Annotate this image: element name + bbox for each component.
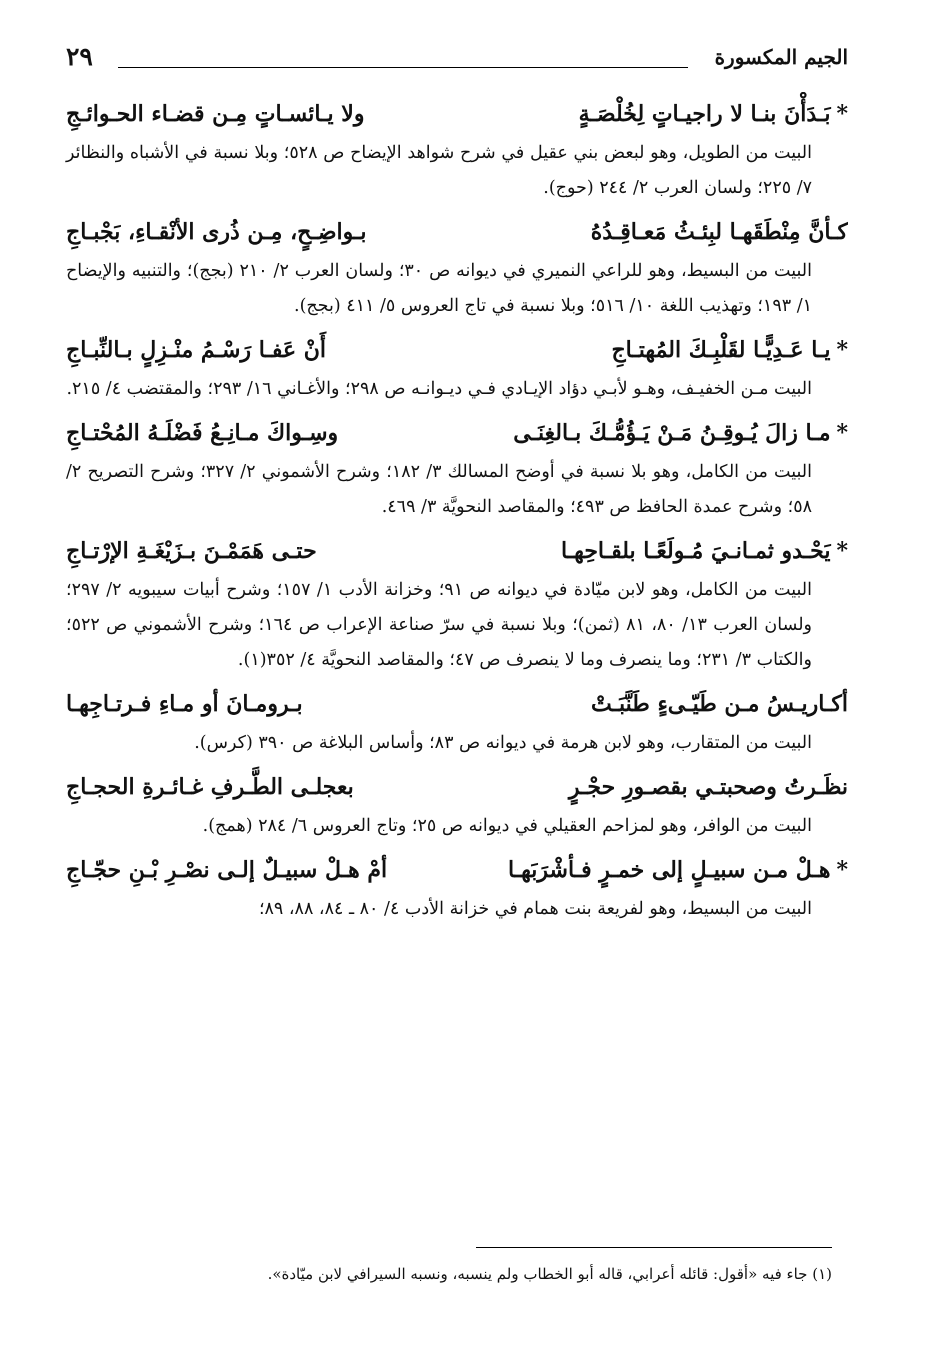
verse-entry	[66, 328, 848, 407]
running-title: الجيم المكسورة	[714, 45, 848, 69]
verse-commentary: البيت من الطويل، وهو لبعض بني عقيل في شرح شواهد الإيضاح ص ٥٢٨؛ وبلا نسبة في الأشباه والنظائر ٧/ ٢٢٥؛ ولسان العرب ٢/ ٢٤٤ (حوج).	[66, 143, 812, 198]
verse-commentary: البيت من الكامل، وهو لابن ميّادة في ديوانه ص ٩١؛ وخزانة الأدب ١/ ١٥٧؛ وشرح أبيات سيبويه ٢/ ٢٩٧؛ ولسان العرب ١٣/ ٨٠، ٨١ (ثمن)؛ وبلا نسبة في سرّ صناعة الإعراب ص ١٦٤؛ وشرح الأشموني ص ٥٢٢؛ والكتاب ٣/ ٢٣١؛ وما ينصرف وما لا ينصرف ص ٤٧؛ والمقاصد النحويَّة ٤/ ٣٥٢(١).	[66, 580, 812, 670]
verse-line	[66, 210, 848, 254]
verse-entry	[66, 92, 848, 206]
first-hemistich: نظَـرتُ وصحبتـي بقصـورِ حجْـرٍ	[568, 774, 848, 800]
second-hemistich: أمْ هـلْ سبيـلٌ إلـى نصْـرِ بْـنِ حجّـاجِ	[66, 857, 388, 883]
star-marker: *	[836, 857, 848, 883]
first-hemistich	[508, 848, 848, 892]
first-hemistich: كـأنَّ مِنْطَقَهـا لبِئـثُ مَعـاقِـدُهُ	[590, 219, 848, 245]
verse-commentary: البيت من الوافر، وهو لمزاحم العقيلي في ديوانه ص ٢٥؛ وتاج العروس ٦/ ٢٨٤ (همج).	[202, 816, 812, 836]
star-marker: *	[836, 420, 848, 446]
verse-entry	[66, 682, 848, 761]
first-hemistich: أكـاريـسُ مـن طَيّـىءٍ طَنَّبَـتْ	[590, 691, 848, 717]
header-rule	[118, 67, 688, 68]
first-hemistich-text: يَحْـدو ثمـانـيَ مُـولَعًـا بلقـاحِهـا	[561, 538, 831, 564]
first-hemistich	[579, 92, 848, 136]
verse-line	[66, 765, 848, 809]
verse-line	[66, 848, 848, 892]
second-hemistich: ولا يـائسـاتٍ مِـن قضـاء الحـوائـجِ	[66, 101, 365, 127]
first-hemistich-text: هـلْ مـن سبيـلٍ إلى خمـرٍ فـأشْرَبَهـا	[507, 857, 831, 883]
verse-line	[66, 92, 848, 136]
second-hemistich: وسِـواكَ مـانِـعُ فَضْلَـهُ المُحْتـاجِ	[66, 420, 339, 446]
verse-entry	[66, 529, 848, 678]
verse-line	[66, 682, 848, 726]
footnote: (١) جاء فيه «أقول: قائله أعرابي، قاله أبو الخطاب ولم ينسبه، ونسبه السيرافي لابن ميّادة».	[267, 1265, 832, 1283]
page-header	[66, 42, 848, 78]
verse-entry	[66, 765, 848, 844]
star-marker: *	[836, 337, 848, 363]
footnote-rule	[476, 1247, 832, 1248]
page-body	[66, 92, 848, 927]
first-hemistich-text: يـا عَـدِيًّـا لقَلْبِـكَ المُهتـاجِ	[611, 337, 831, 363]
verse-line	[66, 529, 848, 573]
second-hemistich: أَنْ عَفـا رَسْـمُ منْـزِلٍ بـالنِّبـاجِ	[66, 337, 327, 363]
verse-commentary: البيت من الكامل، وهو بلا نسبة في أوضح المسالك ٣/ ١٨٢؛ وشرح الأشموني ٢/ ٣٢٧؛ وشرح التصريح ٢/ ٥٨؛ وشرح عمدة الحافظ ص ٤٩٣؛ والمقاصد النحويَّة ٣/ ٤٦٩.	[66, 462, 812, 517]
first-hemistich-text: بَـدَأْنَ بنـا لا راجيـاتٍ لِخُلْصَـةٍ	[578, 101, 831, 127]
first-hemistich	[611, 328, 848, 372]
first-hemistich	[561, 529, 848, 573]
first-hemistich-text: مـا زالَ يُـوقِـنُ مَـنْ يَـؤُمُّـكَ بـالغِنَـى	[513, 420, 831, 446]
verse-commentary: البيت من البسيط، وهو لفريعة بنت همام في خزانة الأدب ٤/ ٨٠ ـ ٨٤، ٨٨، ٨٩؛	[258, 899, 812, 919]
verse-entry	[66, 210, 848, 324]
first-hemistich	[513, 411, 848, 455]
second-hemistich: بـواضِـحٍ، مِـن ذُرى الأنْقـاءِ، بَجْبـاجِ	[66, 219, 367, 245]
verse-commentary: البيت مـن الخفيـف، وهـو لأبـي دؤاد الإيـادي فـي ديـوانـه ص ٢٩٨؛ والأغـاني ١٦/ ٢٩٣؛ والمقتضب ٤/ ٢١٥.	[66, 379, 812, 399]
verse-commentary: البيت من المتقارب، وهو لابن هرمة في ديوانه ص ٨٣؛ وأساس البلاغة ص ٣٩٠ (كرس).	[194, 733, 812, 753]
verse-line	[66, 328, 848, 372]
second-hemistich: بـرومـانَ أو مـاءِ فـرتـاجِهـا	[66, 691, 303, 717]
page-number: ٢٩	[66, 42, 93, 71]
star-marker: *	[836, 538, 848, 564]
second-hemistich: بعجلـى الطَّـرفِ غـائـرةِ الحجـاجِ	[66, 774, 354, 800]
verse-line	[66, 411, 848, 455]
verse-entry	[66, 848, 848, 927]
star-marker: *	[836, 101, 848, 127]
second-hemistich: حتـى هَمَمْـنَ بـزَيْغَـةِ الإرْتـاجِ	[66, 538, 317, 564]
verse-entry	[66, 411, 848, 525]
verse-commentary: البيت من البسيط، وهو للراعي النميري في ديوانه ص ٣٠؛ ولسان العرب ٢/ ٢١٠ (بجج)؛ والتنبيه والإيضاح ١/ ١٩٣؛ وتهذيب اللغة ١٠/ ٥١٦؛ وبلا نسبة في تاج العروس ٥/ ٤١١ (بجج).	[66, 261, 812, 316]
